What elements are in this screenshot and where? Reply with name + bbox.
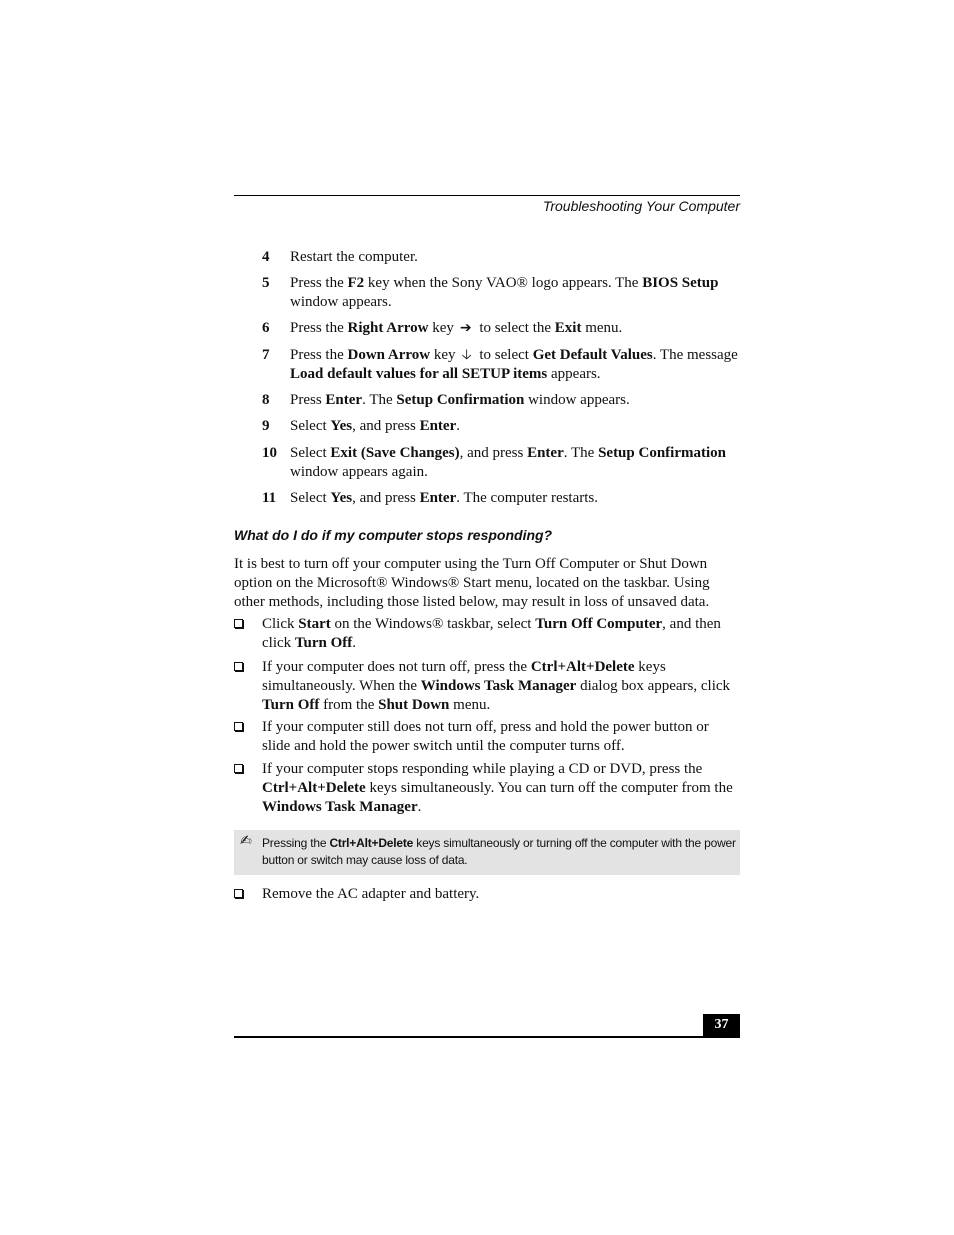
step-number: 4 bbox=[262, 249, 270, 265]
bullet-text: If your computer does not turn off, press the Ctrl+Alt+Delete keys simultaneously. When the Windows Task Manager dialog box appears, click Turn Off from the Shut Down menu. bbox=[262, 659, 731, 713]
checkbox-bullet-icon bbox=[234, 722, 243, 731]
step-text: Select Exit (Save Changes), and press Enter. The Setup Confirmation window appears again. bbox=[290, 445, 726, 480]
header-rule bbox=[234, 195, 740, 196]
checkbox-bullet-icon bbox=[234, 619, 243, 628]
step-text: Press Enter. The Setup Confirmation window appears. bbox=[290, 392, 630, 408]
step-number: 5 bbox=[262, 275, 270, 291]
step-text: Press the Right Arrow key ➔ to select the Exit menu. bbox=[290, 320, 623, 336]
step-number: 10 bbox=[262, 445, 277, 461]
step-text: Press the Down Arrow key 🡣 to select Get Default Values. The message Load default values for all SETUP items appears. bbox=[290, 347, 738, 382]
intro-paragraph: It is best to turn off your computer using the Turn Off Computer or Shut Down option on the Microsoft® Windows® Start menu, located on the taskbar. Using other methods, including those listed below, may result in loss of unsaved data. bbox=[234, 556, 710, 610]
step-text: Restart the computer. bbox=[290, 249, 418, 265]
running-head: Troubleshooting Your Computer bbox=[542, 198, 740, 214]
bullet-text: If your computer stops responding while playing a CD or DVD, press the Ctrl+Alt+Delete keys simultaneously. You can turn off the computer from the Windows Task Manager. bbox=[262, 761, 733, 815]
step-number: 9 bbox=[262, 418, 270, 434]
checkbox-bullet-icon bbox=[234, 764, 243, 773]
section-question-heading: What do I do if my computer stops responding? bbox=[234, 527, 553, 543]
page-number: 37 bbox=[703, 1014, 740, 1036]
right-arrow-icon: ➔ bbox=[459, 320, 472, 336]
step-text: Select Yes, and press Enter. bbox=[290, 418, 460, 434]
note-box bbox=[234, 830, 740, 875]
bullet-text: Click Start on the Windows® taskbar, select Turn Off Computer, and then click Turn Off. bbox=[262, 616, 721, 651]
bullet-text: If your computer still does not turn off, press and hold the power button or slide and hold the power switch until the computer turns off. bbox=[262, 719, 709, 754]
step-number: 8 bbox=[262, 392, 270, 408]
checkbox-bullet-icon bbox=[234, 889, 243, 898]
down-arrow-icon: 🡣 bbox=[461, 347, 472, 363]
pencil-note-icon: ✍ bbox=[240, 833, 252, 849]
step-number: 11 bbox=[262, 490, 277, 506]
step-text: Press the F2 key when the Sony VAO® logo appears. The BIOS Setup window appears. bbox=[290, 275, 719, 310]
footer-rule bbox=[234, 1036, 740, 1038]
note-text: Pressing the Ctrl+Alt+Delete keys simultaneously or turning off the computer with the power button or switch may cause loss of data. bbox=[262, 836, 736, 867]
bullet-text: Remove the AC adapter and battery. bbox=[262, 886, 480, 902]
checkbox-bullet-icon bbox=[234, 662, 243, 671]
step-number: 6 bbox=[262, 320, 270, 336]
step-text: Select Yes, and press Enter. The computer restarts. bbox=[290, 490, 599, 506]
step-number: 7 bbox=[262, 347, 270, 363]
